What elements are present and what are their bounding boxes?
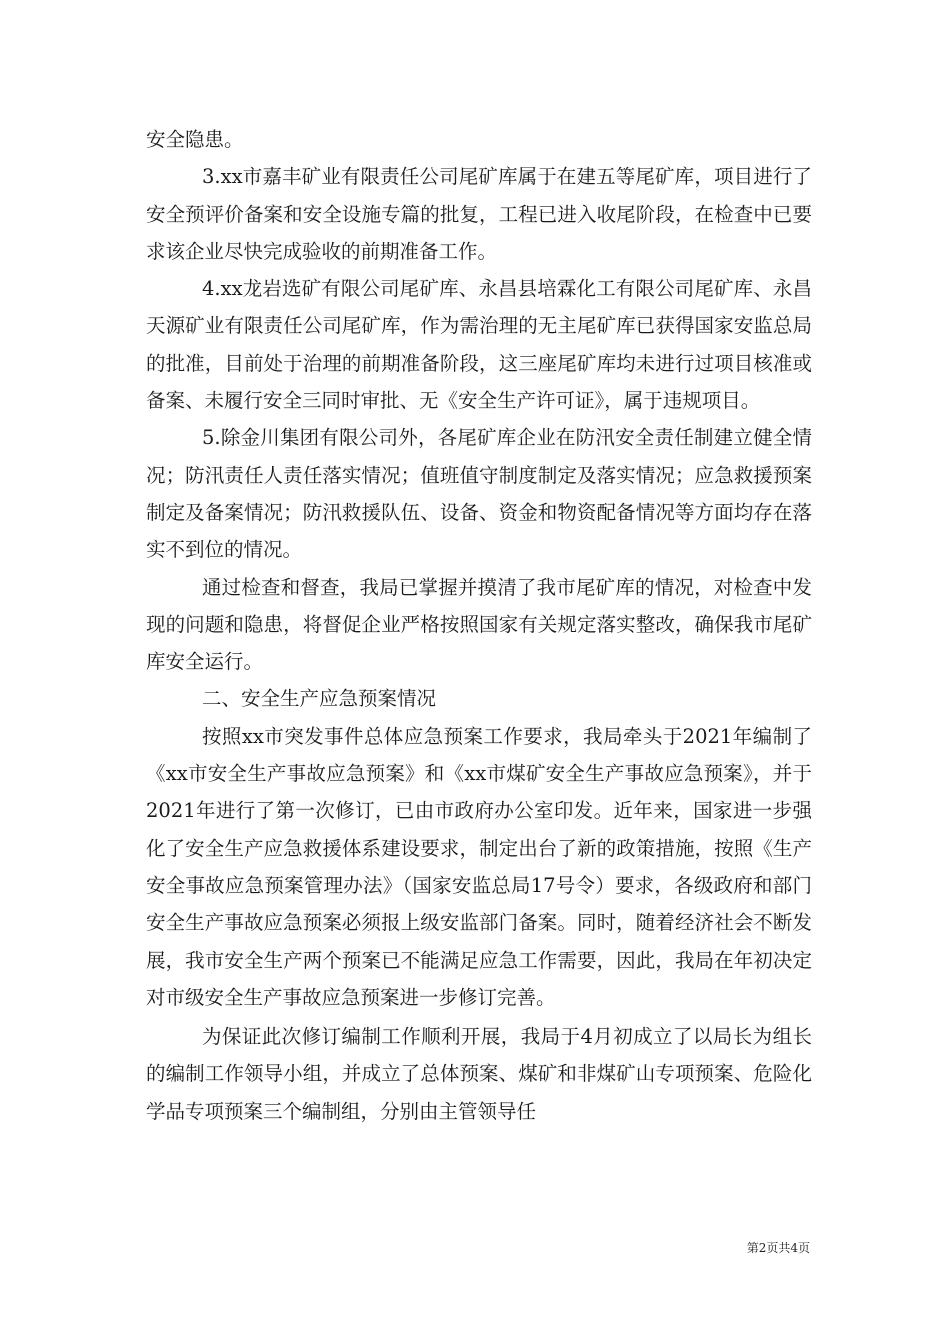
paragraph-continuation: 安全隐患。 xyxy=(146,128,244,151)
paragraph-summary: 通过检查和督查，我局已掌握并摸清了我市尾矿库的情况，对检查中发现的问题和隐患，将督促企业严格按照国家有关规定落实整改，确保我市尾矿库安全运行。 xyxy=(146,575,812,674)
section-heading-2: 二、安全生产应急预案情况 xyxy=(202,687,437,711)
paragraph-item-3: 3.xx市嘉丰矿业有限责任公司尾矿库属于在建五等尾矿库，项目进行了安全预评价备案和安全设施专篇的批复，工程已进入收尾阶段，在检查中已要求该企业尽快完成验收的前期准备工作。 xyxy=(146,165,812,263)
paragraph-revision-work: 为保证此次修订编制工作顺利开展，我局于4月初成立了以局长为组长的编制工作领导小组，并成立了总体预案、煤矿和非煤矿山专项预案、危险化学品专项预案三个编制组，分别由主管领导任 xyxy=(146,1025,812,1123)
paragraph-item-4: 4.xx龙岩选矿有限公司尾矿库、永昌县培霖化工有限公司尾矿库、永昌天源矿业有限责任公司尾矿库，作为需治理的无主尾矿库已获得国家安监总局的批准，目前处于治理的前期准备阶段，这三座尾矿库均未进行过项目核准或备案、未履行安全三同时审批、无《安全生产许可证》，属于违规项目。 xyxy=(146,277,812,413)
paragraph-item-5: 5.除金川集团有限公司外，各尾矿库企业在防汛安全责任制建立健全情况；防汛责任人责任落实情况；值班值守制度制定及落实情况；应急救援预案制定及备案情况；防汛救援队伍、设备、资金和物资配备情况等方面均存在落实不到位的情况。 xyxy=(146,426,812,562)
paragraph-emergency-plan: 按照xx市突发事件总体应急预案工作要求，我局牵头于2021年编制了《xx市安全生产事故应急预案》和《xx市煤矿安全生产事故应急预案》，并于2021年进行了第一次修订，已由市政府办公室印发。近年来，国家进一步强化了安全生产应急救援体系建设要求，制定出台了新的政策措施，按照《生产安全事故应急预案管理办法》（国家安监总局17号令）要求，各级政府和部门安全生产事故应急预案必须报上级安监部门备案。同时，随着经济社会不断发展，我市安全生产两个预案已不能满足应急工作需要，因此，我局在年初决定对市级安全生产事故应急预案进一步修订完善。 xyxy=(146,724,812,1009)
document-body xyxy=(146,121,812,1130)
page-number: 第2页共4页 xyxy=(746,1241,810,1255)
